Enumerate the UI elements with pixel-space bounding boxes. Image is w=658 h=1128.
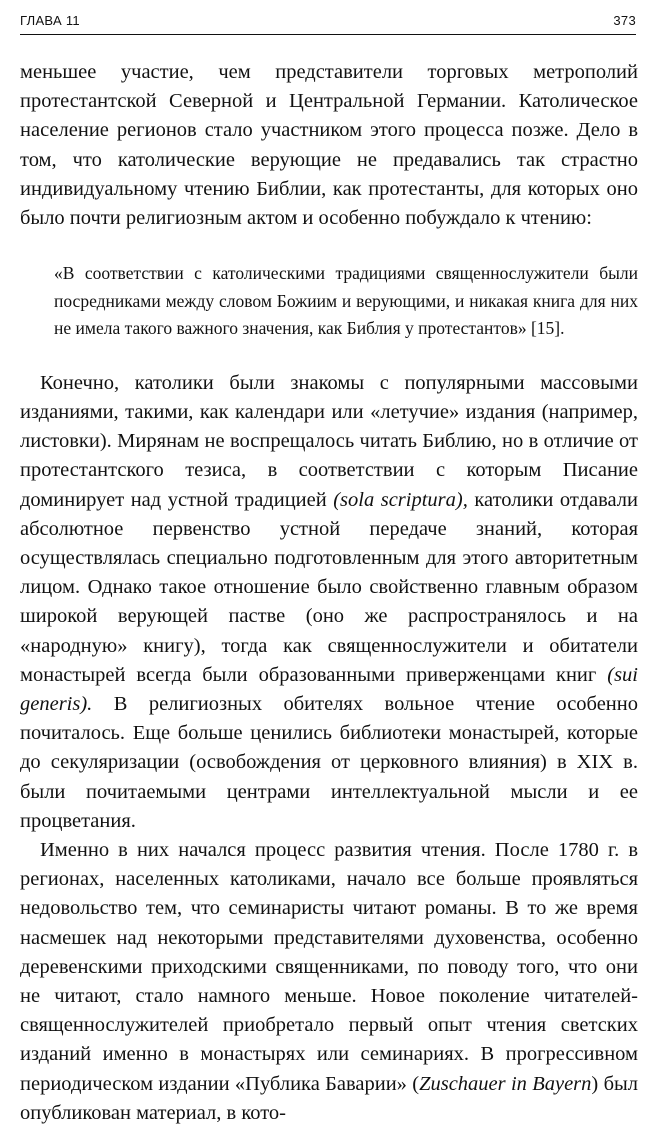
latin-term-sui-generis: (sui generis). — [20, 663, 638, 715]
paragraph-2-text-b: католики отдавали абсолютное первенство устной передаче знаний, которая осуществлялась специально подготовленным для этого авторитетным лицом. Однако такое отношение было свойственно главным образом широкой верующей пастве (оно же распространялось и на «народную» книгу), тогда как священнослужители и обитатели монастырей всегда были образованными приверженцами книг — [20, 488, 638, 686]
paragraph-3-text-b: ) был опубликован материал, в кото- — [20, 1072, 638, 1124]
paragraph-2-text-a: Конечно, католики были знакомы с популярными массовыми изданиями, такими, как календари или «летучие» издания (например, листовки). Мирянам не воспрещалось читать Библию, но в отличие от протестантского тезиса, в соответствии с которым Писание доминирует над устной традицией — [20, 371, 638, 511]
paragraph-1: меньшее участие, чем представители торговых метрополий протестантской Северной и Центральной Германии. Католическое население регионов стало участником этого процесса позже. Дело в том, что католические верующие не предавались так страстно индивидуальному чтению Библии, как протестанты, для которых оно было почти религиозным актом и особенно побуждало к чтению: — [20, 61, 638, 230]
paragraph-2-text-c: В религиозных обителях вольное чтение особенно почиталось. Еще больше ценились библиотеки монастырей, которые до секуляризации (освобождения от церковного влияния) в XIX в. были почитаемыми центрами интеллектуальной мысли и ее процветания. — [20, 692, 638, 832]
latin-term-sola-scriptura: (sola scriptura), — [333, 488, 468, 511]
paragraph-3 — [20, 836, 638, 1128]
page-body — [20, 58, 638, 1128]
block-quote: «В соответствии с католическими традициями священнослужители были посредниками между словом Божиим и верующими, и никакая книга для них не имела такого важного значения, как Библия у протестантов» [15]. — [54, 263, 638, 339]
periodical-title: Zuschauer in Bayern — [419, 1072, 592, 1095]
page-number: 373 — [613, 13, 636, 28]
paragraph-3-text-a: Именно в них начался процесс развития чтения. После 1780 г. в регионах, населенных католиками, начало все больше проявляться недовольство тем, что семинаристы читают романы. В то же время насмешек над некоторыми представителями духовенства, особенно деревенскими приходскими священниками, по поводу того, что они не читают, стало намного меньше. Новое поколение читателей-священнослужителей приобретало первый опыт чтения светских изданий именно в монастырях или семинариях. В прогрессивном периодическом издании «Публика Баварии» ( — [20, 838, 638, 1095]
chapter-title: ГЛАВА 11 — [20, 13, 80, 28]
paragraph-2 — [20, 369, 638, 836]
running-header — [20, 12, 636, 35]
